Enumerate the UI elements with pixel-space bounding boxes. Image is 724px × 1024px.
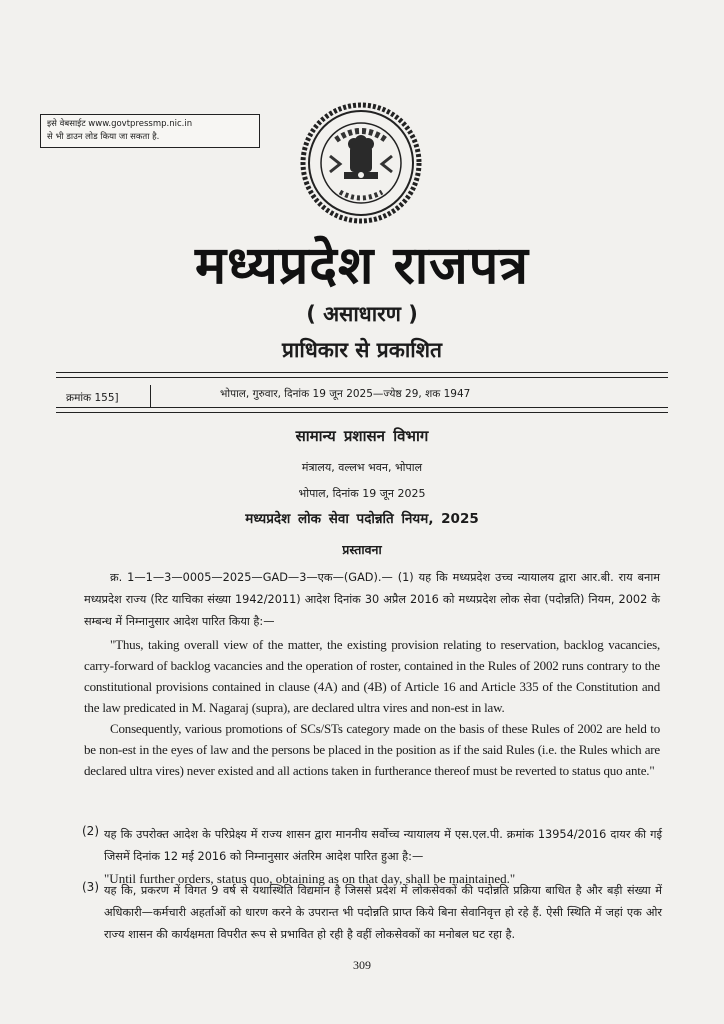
court-quote-1: "Thus, taking overall view of the matter, the existing provision relating to reservation, backlog vacancies, carry-forward of backlog vacancies and the operation of roster, contained in the Rules of 2002 runs contrary to the constitutional provisions contained in clause (4A) and (4B) of Article 16 and Article 335 of the Constitution and the law predicated in M. Nagaraj (supra), are declared ultra vires and non-est in law. (84, 637, 660, 715)
divider-top (56, 372, 668, 373)
interim-order-quote: "Until further orders, status quo, obtaining as on that day, shall be maintained." (104, 871, 516, 886)
ashoka-emblem-icon (300, 102, 422, 224)
department-heading: सामान्य प्रशासन विभाग (295, 427, 429, 445)
page-number: 309 (353, 958, 371, 972)
item-number: (3) (82, 880, 99, 894)
divider-bottom-2 (56, 412, 668, 413)
issue-separator (150, 385, 151, 407)
issue-number: क्रमांक 155] (66, 392, 119, 404)
rules-title: मध्यप्रदेश लोक सेवा पदोन्नति नियम, 2025 (245, 511, 479, 527)
item-number: (2) (82, 824, 99, 838)
numbered-item-3 (82, 880, 662, 946)
extraordinary-label: ( असाधारण ) (306, 302, 418, 326)
website-stamp (40, 114, 260, 148)
divider-bottom (56, 407, 668, 408)
stamp-line-1: इसे वेबसाईट www.govtpressmp.nic.in (47, 119, 193, 129)
stamp-line-2: से भी डाउन लोड किया जा सकता है. (47, 132, 160, 142)
item-text: यह कि, प्रकरण में विगत 9 वर्ष से यथास्थिति विद्यमान है जिससे प्रदेश में लोकसेवकों की पदोन्नति प्रक्रिया बाधित है और बड़ी संख्या में अधिकारी—कर्मचारी अहर्ताओं को धारण करने के उपरान्त भी पदोन्नति प्राप्त किये बिना सेवानिवृत्त हो रहे हैं. ऐसी स्थिति में जहां एक ओर राज्य शासन की कार्यक्षमता विपरीत रूप से प्रभावित हो रही है वहीं लोकसेवकों का मनोबल घट रहा है. (104, 884, 662, 941)
authority-line: प्राधिकार से प्रकाशित (282, 338, 442, 362)
paragraph-1: क्र. 1—1—3—0005—2025—GAD—3—एक—(GAD).— (1) यह कि मध्यप्रदेश उच्च न्यायालय द्वारा आर.बी. राय बनाम मध्यप्रदेश राज्य (रिट याचिका संख्या 1942/2011) आदेश दिनांक 30 अप्रैल 2016 को मध्यप्रदेश लोक सेवा (पदोन्नति) नियम, 2002 के सम्बन्ध में निम्नानुसार आदेश पारित किया है:— (84, 571, 660, 628)
issue-date-line: भोपाल, गुरुवार, दिनांक 19 जून 2025—ज्येष्ठ 29, शक 1947 (220, 388, 471, 400)
court-quote-2: Consequently, various promotions of SCs/STs category made on the basis of these Rules of 2002 are held to be non-est in the eyes of law and the persons be placed in the position as if the said Rules (i.e. the Rules which are declared ultra vires) never existed and all actions taken in furtherance thereof must be reverted to status quo ante." (84, 721, 660, 778)
issue-row (56, 385, 668, 407)
office-address: मंत्रालय, वल्लभ भवन, भोपाल (301, 461, 423, 474)
preamble-heading: प्रस्तावना (342, 542, 382, 557)
gazette-masthead: मध्यप्रदेश राजपत्र (194, 236, 530, 296)
divider-top-2 (56, 377, 668, 378)
place-date: भोपाल, दिनांक 19 जून 2025 (298, 487, 426, 500)
item-text: यह कि उपरोक्त आदेश के परिप्रेक्ष्य में राज्य शासन द्वारा माननीय सर्वोच्च न्यायालय में एस.एल.पी. क्रमांक 13954/2016 दायर की गई जिसमें दिनांक 12 मई 2016 को निम्नानुसार अंतरिम आदेश पारित हुआ है:— (104, 828, 662, 863)
